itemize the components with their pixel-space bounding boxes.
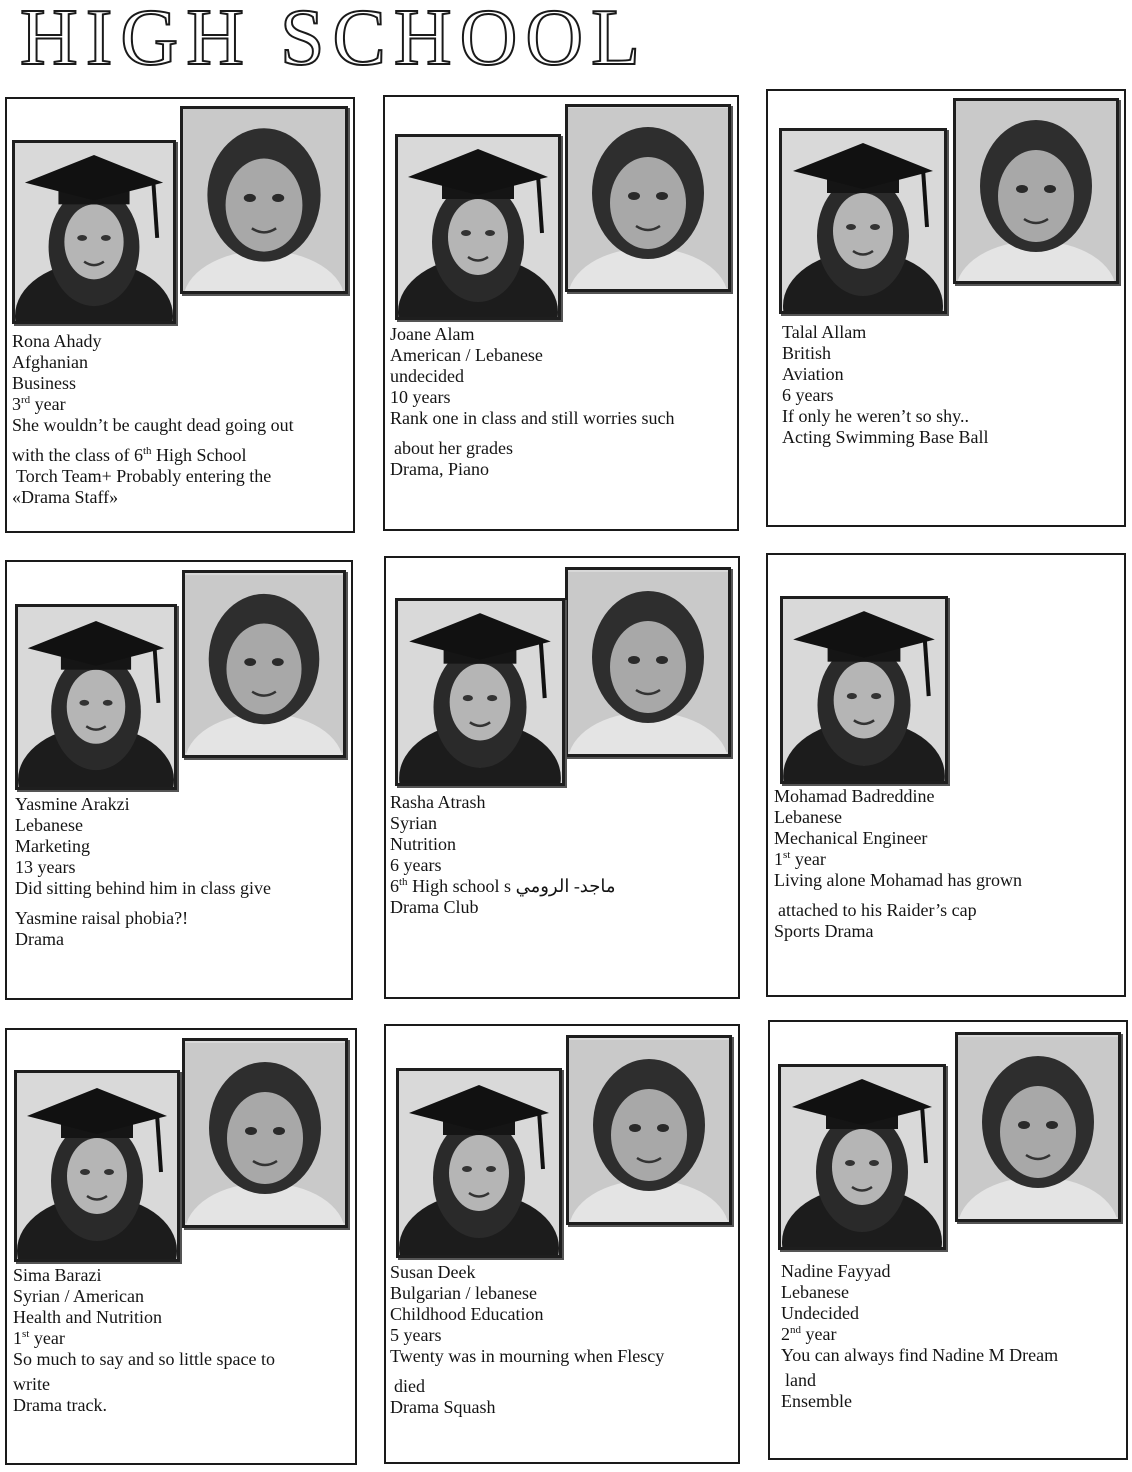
student-major: Nutrition [390,834,456,854]
childhood-portrait-photo [565,567,731,757]
student-name: Sima Barazi [13,1265,102,1285]
student-quote-line: You can always find Nadine M Dream [781,1345,1059,1365]
student-duration: 1st year [774,849,826,869]
student-duration: 13 years [15,857,76,877]
student-name: Yasmine Arakzi [15,794,130,814]
childhood-portrait-photo [182,570,346,758]
childhood-portrait-photo [566,1035,732,1225]
student-name: Rona Ahady [12,331,102,351]
student-info [13,1265,275,1416]
student-activities: Sports Drama [774,921,874,941]
student-activities: Drama [15,929,64,949]
childhood-portrait-photo [955,1032,1121,1222]
student-major: Health and Nutrition [13,1307,162,1327]
student-duration: 6 years [390,855,442,875]
student-major: Undecided [781,1303,859,1323]
student-nationality: Lebanese [774,807,842,827]
student-nationality: British [782,343,832,363]
student-quote-line: with the class of 6th High School [12,445,247,465]
student-duration: 5 years [390,1325,442,1345]
student-quote-line: «Drama Staff» [12,487,119,507]
student-nationality: Syrian / American [13,1286,144,1306]
student-quote-line: Torch Team+ Probably entering the [16,466,272,486]
student-info [774,786,1022,942]
student-duration: 1st year [13,1328,65,1348]
childhood-portrait-photo [953,98,1119,284]
student-duration: 6 years [782,385,834,405]
childhood-portrait-photo [182,1038,348,1228]
student-name: Mohamad Badreddine [774,786,935,806]
student-major: Childhood Education [390,1304,544,1324]
graduation-portrait-photo [780,596,948,784]
student-info [390,324,674,480]
student-major: Aviation [782,364,844,384]
student-duration: 3rd year [12,394,66,414]
student-info [12,331,294,508]
student-nationality: Syrian [390,813,437,833]
student-major: Marketing [15,836,90,856]
student-quote-line: Did sitting behind him in class give [15,878,271,898]
graduation-portrait-photo [15,604,177,790]
student-quote-line: If only he weren’t so shy.. [782,406,969,426]
graduation-portrait-photo [14,1070,180,1262]
student-info [390,792,616,918]
student-quote-line: Yasmine raisal phobia?! [15,908,189,928]
student-info [390,1262,664,1418]
student-quote-line: Twenty was in mourning when Flescy [390,1346,665,1366]
student-major: Mechanical Engineer [774,828,928,848]
student-name: Talal Allam [782,322,867,342]
student-activities: Drama Squash [390,1397,496,1417]
student-info [781,1261,1058,1412]
student-info [782,322,989,448]
graduation-portrait-photo [778,1064,946,1250]
student-nationality: Lebanese [781,1282,849,1302]
graduation-portrait-photo [395,598,565,786]
page-title: HIGH SCHOOL [20,0,648,82]
student-quote-line: She wouldn’t be caught dead going out [12,415,294,435]
student-name: Nadine Fayyad [781,1261,891,1281]
student-quote-line: about her grades [394,438,513,458]
graduation-portrait-photo [779,128,947,314]
student-activities: Acting Swimming Base Ball [782,427,989,447]
graduation-portrait-photo [395,134,561,320]
childhood-portrait-photo [565,104,731,292]
student-quote-line: 6th High school s ماجد- الرومي [390,876,616,896]
student-nationality: Lebanese [15,815,83,835]
student-major: Business [12,373,77,393]
student-quote-line: died [394,1376,425,1396]
student-duration: 10 years [390,387,451,407]
student-nationality: Bulgarian / lebanese [390,1283,537,1303]
student-activities: Drama, Piano [390,459,489,479]
student-quote-line: land [785,1370,816,1390]
graduation-portrait-photo [396,1068,562,1258]
childhood-portrait-photo [180,106,348,294]
student-name: Joane Alam [390,324,475,344]
student-quote-line: attached to his Raider’s cap [778,900,977,920]
student-quote-line: Living alone Mohamad has grown [774,870,1022,890]
student-quote-line: So much to say and so little space to [13,1349,275,1369]
student-quote-line: Rank one in class and still worries such [390,408,675,428]
student-activities: Drama track. [13,1395,107,1415]
student-nationality: Afghanian [12,352,88,372]
student-name: Rasha Atrash [390,792,486,812]
student-info [15,794,271,950]
graduation-portrait-photo [12,140,176,324]
student-duration: 2nd year [781,1324,837,1344]
student-major: undecided [390,366,464,386]
student-quote-line: write [13,1374,50,1394]
student-nationality: American / Lebanese [390,345,543,365]
student-activities: Ensemble [781,1391,852,1411]
student-name: Susan Deek [390,1262,476,1282]
student-activities: Drama Club [390,897,479,917]
